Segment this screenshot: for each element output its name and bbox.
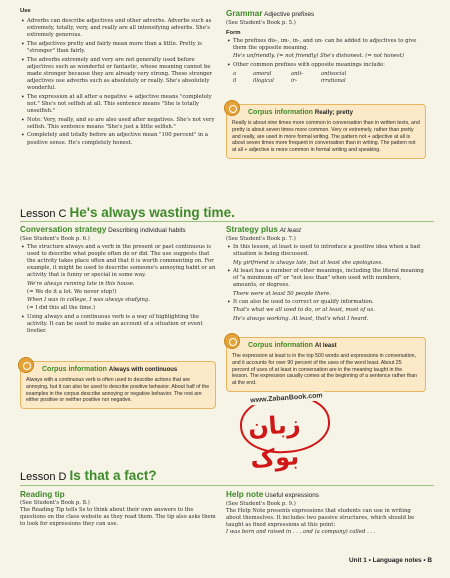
use-bullet-2: • The adjectives pretty and fairly mean more than a little. Pretty is "stronger" than fairly. — [20, 41, 216, 55]
help-note-ref: (See Student's Book p. 9.) — [226, 500, 296, 507]
strategy-plus-label: Strategy plus — [226, 225, 278, 234]
conv-example-2: When I was in college, I was always studying. — [27, 297, 150, 304]
use-bullet-6: • Completely and totally before an adjective mean "100 percent" in a positive sense. He's completely honest. — [20, 132, 216, 146]
help-note-text: The Help Note presents expressions that students can use in writing about themselves. It includes two passive structures, which should be taught as fixed expressions at this point: — [226, 507, 415, 529]
grammar-label: Grammar — [226, 9, 263, 18]
conv-strategy-label: Conversation strategy — [20, 225, 107, 234]
strategy-plus-section — [226, 224, 426, 324]
use-section — [20, 8, 216, 148]
sp-bullet-2: • At least has a number of other meanings, including the literal meaning of "a minimum of" or "not less than" when used with numbers, amounts, or degrees. — [226, 268, 426, 289]
prefix-cell: antisocial — [321, 70, 347, 77]
corpus-title: Corpus information — [42, 366, 107, 373]
reading-tip-text: The Reading Tip tells Ss to think about their own answers to the questions on the class website as they read them. The tip also asks them to look for expressions they can use. — [20, 507, 216, 528]
corpus-icon — [224, 100, 240, 116]
conv-strategy-ref: (See Student's Book p. 6.) — [20, 235, 90, 242]
conv-example-2-gloss: (= I did this all the time.) — [27, 305, 96, 312]
corpus-info-box-always — [20, 361, 216, 409]
corpus-subtitle: Really; pretty — [314, 110, 353, 116]
prefix-cell: amoral — [253, 70, 272, 77]
prefix-cell: il — [233, 77, 237, 84]
prefix-cell: illogical — [253, 77, 274, 84]
use-bullet-5: • Note: Very, really, and so are also used after negatives. She's not very selfish. This sentence means "She's just a little selfish." — [20, 117, 216, 131]
sp-bullet-1: • In this lesson, at least is used to introduce a positive idea when a bad situation is being discussed. — [226, 244, 426, 258]
corpus-subtitle: Always with continuous — [108, 367, 178, 373]
grammar-bullet-2: • Other common prefixes with opposite meanings include: — [226, 62, 426, 69]
conv-strategy-topic: Describing individual habits — [108, 227, 186, 234]
page-footer: Unit 1 • Language notes • B — [349, 557, 432, 565]
lesson-d-header — [0, 465, 450, 484]
use-bullet-3: • The adverbs extremely and very are not generally used before adjectives such as wonderful or fantastic, whose meaning cannot be made stronger because they are already very strong. These stronger adjectives use adverbs such as absolutely or really. She's absolutely wonderful. — [20, 57, 216, 93]
reading-tip-section — [20, 489, 216, 529]
corpus-icon — [18, 357, 34, 373]
divider — [20, 485, 434, 486]
grammar-bullet-1: • The prefixes dis-, im-, in-, and un- can be added to adjectives to give them the opposite meaning. — [226, 38, 426, 52]
sp-bullet-3: • It can also be used to correct or qualify information. — [226, 299, 426, 306]
corpus-text: Always with a continuous verb is often used to describe actions that are annoying, but it can also be used to describe positive behavior. About half of the examples in the corpus describe annoying or negative behavior. The rest are either positive or neither positive nor negative. — [26, 376, 210, 404]
corpus-subtitle: At least — [314, 343, 337, 349]
corpus-title: Corpus information — [248, 342, 313, 349]
conv-bullet-2: • Using always and a continuous verb is a way of highlighting the activity. It can be used to make an account of a situation or event livelier. — [20, 314, 216, 335]
help-note-examples: I was born and raised in . . . and (a company) called . . . — [226, 529, 376, 536]
corpus-title: Corpus information — [248, 109, 313, 116]
use-heading: Use — [20, 8, 31, 14]
sp-example-4: He's always working. At least, that's what I heard. — [233, 315, 369, 322]
conv-example-1: We're always running late in this house. — [27, 280, 135, 287]
prefix-cell: ir- — [291, 77, 297, 84]
lesson-c-header — [0, 202, 450, 221]
corpus-text: Really is about nine times more common in conversation than in written texts, and pretty is about seven times more common. Very or extremely, rather than pretty and really, are used in more formal writing. The pattern not + adjective at all is about seven times more frequent in conversation than in writing. The pattern not at all + adjective is more common in formal writing and speaking. — [232, 119, 420, 154]
reading-tip-ref: (See Student's Book p. 8.) — [20, 500, 90, 507]
prefix-cell: anti- — [291, 70, 303, 77]
conversation-strategy-section — [20, 224, 216, 336]
sp-example-3: That's what we all used to do, or at least, most of us. — [233, 307, 375, 314]
prefix-cell: irrational — [321, 77, 346, 84]
strategy-plus-topic: At least — [279, 227, 301, 234]
help-note-label: Help note — [226, 490, 264, 499]
form-heading: Form — [226, 29, 241, 36]
sp-example-2: There were at least 50 people there. — [233, 290, 332, 297]
strategy-plus-ref: (See Student's Book p. 7.) — [226, 235, 296, 242]
use-bullet-4: • The expression at all after a negative + adjective means "completely not." She's not selfish at all. This sentence means "She is totally unselfish." — [20, 94, 216, 115]
prefix-table — [233, 71, 426, 85]
conv-example-1-gloss: (= We do it a lot. We never stop!) — [27, 289, 117, 296]
grammar-ref: (See Student's Book p. 5.) — [226, 19, 296, 26]
reading-tip-label: Reading tip — [20, 490, 65, 499]
lesson-d-label: Lesson D — [20, 471, 67, 483]
sp-example-1: My girlfriend is always late, but at least she apologizes. — [233, 259, 383, 266]
corpus-icon — [224, 333, 240, 349]
help-note-topic: Useful expressions — [265, 492, 319, 499]
corpus-text: The expression at least is in the top 500 words and expressions in conversation, and it accounts for over 90 percent of the uses of the word least. About 25 percent of uses of at least in conversation are in the meaning taught in the lesson. The expression usually comes at the beginning of a sentence rather than at the end. — [232, 352, 418, 387]
lesson-c-title: He's always wasting time. — [69, 205, 235, 220]
prefix-cell: a — [233, 70, 237, 77]
watermark-url: www.ZabanBook.com — [248, 391, 325, 406]
grammar-example: He's unfriendly. (= not friendly) She's dishonest. (= not honest) — [233, 53, 404, 60]
lesson-c-label: Lesson C — [20, 208, 67, 220]
corpus-info-box-at-least — [226, 337, 426, 392]
lesson-d-title: Is that a fact? — [69, 468, 157, 483]
watermark-persian-text: زبان بوک — [247, 409, 302, 474]
grammar-section — [226, 8, 426, 87]
help-note-section — [226, 489, 426, 536]
use-bullet-1: • Adverbs can describe adjectives and other adverbs. Adverbs such as extremely, totally, very, and really are all intensifying adverbs. She's extremely generous. — [20, 18, 216, 39]
zabanbook-watermark-logo — [238, 392, 332, 474]
corpus-info-box-really — [226, 104, 426, 159]
divider — [20, 221, 434, 222]
conv-bullet-1: • The structure always and a verb in the present or past continuous is used to describe what people often do or did. The use suggests that the activity takes place often and that it is worth commenting on. For example, it might be used to describe someone's annoying habit or an activity that is funny or special in some way. — [20, 244, 216, 280]
grammar-topic: Adjective prefixes — [264, 11, 315, 18]
